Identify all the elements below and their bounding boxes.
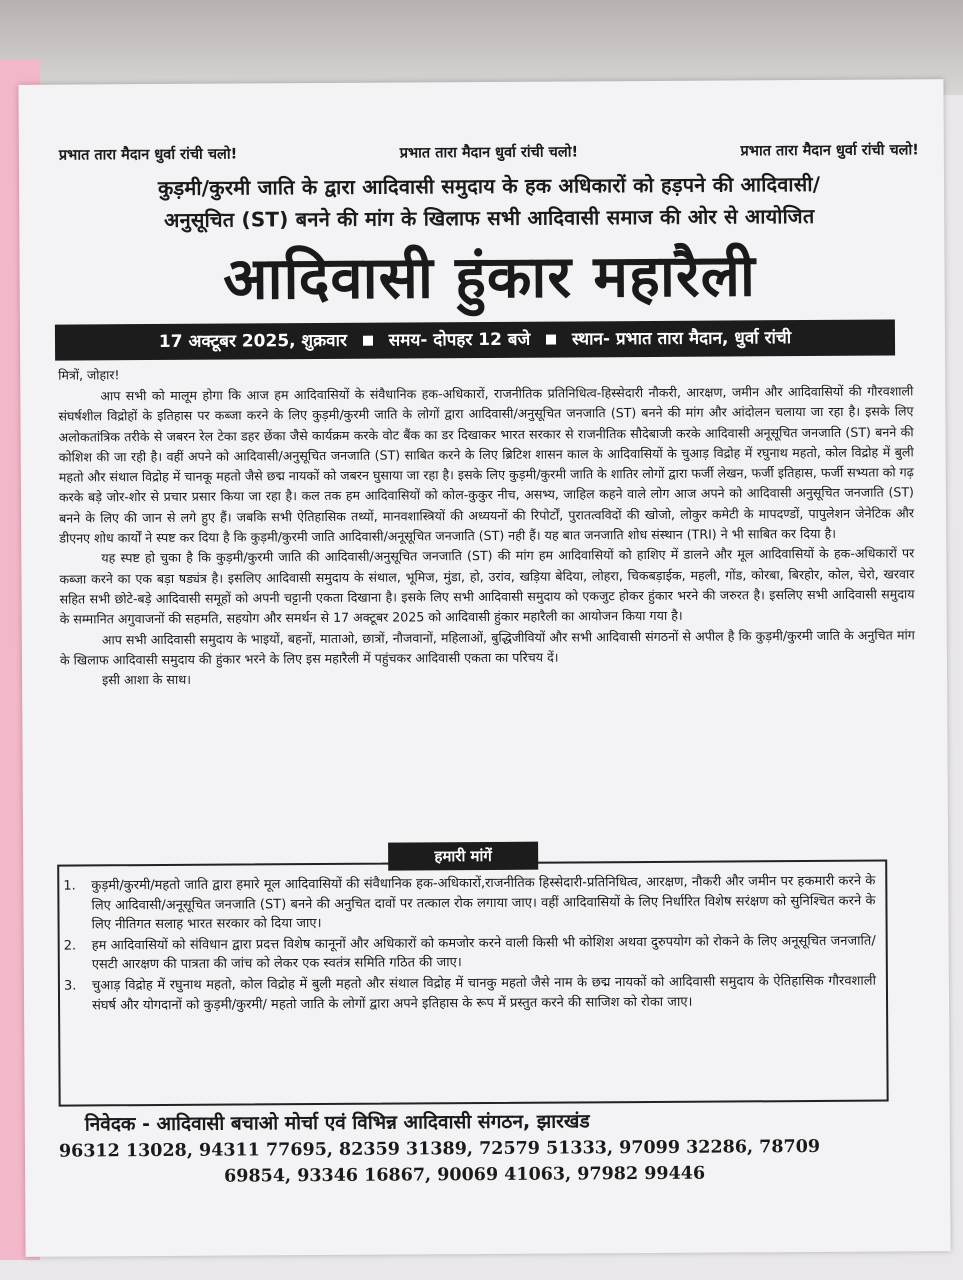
demand-text: हम आदिवासियों को संविधान द्वारा प्रदत्त विशेष कानूनों और अधिकारों को कमजोर करने वाली किसी भी कोशिश अथवा दुरुपयोग को रोकने के लिए अनूसूचित जनजाति/एसटी आरक्षण की पात्रता की जांच को लेकर एक स्वतंत्र समिति गठित की जाए। bbox=[91, 933, 876, 973]
slogan-center: प्रभात तारा मैदान धुर्वा रांची चलो! bbox=[399, 144, 579, 162]
demand-text: कुड़मी/कुरमी/महतो जाति द्वारा हमारे मूल आदिवासियों की संवैधानिक हक-अधिकारों,राजनीतिक हिस्सेदारी-प्रतिनिधित्व, आरक्षण, नौकरी और जमीन पर हकमारी करने के लिए आदिवासी/अनूसूचित जनजाति (ST) बनने की अनुचित दावों पर तत्काल रोक लगाया जाए। वहीं आदिवासियों के लिए निर्धारित विशेष सरंक्षण को सुनिश्चित करने के लिए नीतिगत सलाह भारत सरकार को दिया जाए। bbox=[91, 873, 876, 933]
phones-line-2: 69854, 93346 16867, 90069 41063, 97982 99446 bbox=[224, 1163, 706, 1187]
event-venue: स्थान- प्रभात तारा मैदान, धुर्वा रांची bbox=[571, 328, 792, 350]
phones-line-1: 96312 13028, 94311 77695, 82359 31389, 72579 51333, 97099 32286, 78709 bbox=[58, 1136, 821, 1162]
demand-number: 2. bbox=[63, 938, 77, 954]
demand-number: 1. bbox=[63, 878, 76, 894]
paragraph-1: आप सभी को मालूम होगा कि आज हम आदिवासियों के संवैधानिक हक-अधिकारों, राजनीतिक प्रतिनिधित्व-हिस्सेदारी नौकरी, आरक्षण, जमीन और आदिवासियों की गौरवशाली संघर्षशील विद्रोहों के इतिहास पर कब्जा करने के लिए कुड़मी/कुरमी जाति के लोगों द्वारा आदिवासी/अनुसूचित जनजाति (ST) बनने की मांग और आंदोलन चलाया जा रहा है। इसके लिए अलोकतांत्रिक तरीके से जबरन रेल टेका डहर छेंका जैसे कार्यक्रम करके वोट बैंक का डर दिखाकर भारत सरकार से राजनीतिक सौदेबाजी करके आदिवासी अनूसूचित जनजाति (ST) बनने की कोशिश की जा रही है। वहीं अपने को आदिवासी/अनुसूचित जनजाति (ST) साबित करने के लिए ब्रिटिश शासन काल के आदिवासियों के चुआड़ विद्रोह में रघुनाथ महतो, कोल विद्रोह में बुली महतो और संथाल विद्रोह में चानकू महतो जैसे छद्म नायकों को जबरन घुसाया जा रहा है। इसके लिए कुड़मी/कुरमी जाति के शातिर लोगों द्वारा फर्जी लेखन, फर्जी इतिहास, फर्जी सभ्यता को गढ़ करके बड़े जोर-शोर से प्रचार प्रसार किया जा रहा है। कल तक हम आदिवासियों को कोल-कुकुर नीच, असभ्य, जाहिल कहने वाले लोग आज अपने को आदिवासी अनुसूचित जनजाति (ST) बनने के लिए की जान से लगे हुए हैं। जबकि सभी ऐतिहासिक तथ्यों, मानवशास्त्रियों की अध्ययनों की रिपोर्टों, पुरातत्वविदों की खोजो, लोकुर कमेटी के मापदण्डों, पापुलेशन जेनेटिक और डीएनए शोध कार्यों ने स्पष्ट कर दिया है कि कुड़मी/कुरमी जाति आदिवासी/अनूसूचित जनजाति (ST) नही हैं। यह बात जनजाति शोध संस्थान (TRI) ने भी साबित कर दिया है। bbox=[58, 383, 915, 546]
demands-list bbox=[63, 872, 876, 1017]
demand-item bbox=[64, 972, 876, 1016]
slogan-right: प्रभात तारा मैदान धुर्वा रांची चलो! bbox=[740, 142, 919, 160]
closing-line: इसी आशा के साथ। bbox=[102, 671, 192, 688]
event-time: समय- दोपहर 12 बजे bbox=[388, 329, 531, 351]
body-text bbox=[58, 381, 915, 691]
demand-number: 3. bbox=[63, 978, 77, 994]
event-date: 17 अक्टूबर 2025, शुक्रवार bbox=[158, 330, 347, 352]
demand-item bbox=[64, 931, 876, 975]
square-bullet-icon bbox=[546, 334, 556, 344]
poster-sheet bbox=[18, 79, 950, 1257]
paragraph-2: यह स्पष्ट हो चुका है कि कुड़मी/कुरमी जाति की आदिवासी/अनुसूचित जनजाति (ST) की मांग हम आदिवासियों को हाशिए में डालने और मूल आदिवासियों के हक-अधिकारों पर कब्जा करने का एक बड़ा षड्यंत्र है। इसलिए आदिवासी समुदाय के संथाल, भूमिज, मुंडा, हो, उरांव, खड़िया बेदिया, लोहरा, चिकबड़ाईक, महली, गोंड, कोरबा, बिरहोर, कोल, चेरो, खरवार सहित सभी छोटे-बड़े आदिवासी समूहों को अपनी चट्टानी एकता दिखाना है। इसके लिए सभी आदिवासी समुदाय को एकजुट होकर हुंकार भरने की जरुरत है। इसलिए सभी आदिवासी समुदाय के सम्मानित अगुवाजनों की सहमति, सहयोग और समर्थन से 17 अक्टूबर 2025 को आदिवासी हुंकार महारैली का आयोजन किया गया है। bbox=[59, 545, 915, 627]
slogan-row bbox=[59, 139, 919, 166]
subheading-line-2: अनुसूचित (ST) बनने की मांग के खिलाफ सभी आदिवासी समाज की ओर से आयोजित bbox=[164, 203, 815, 232]
demands-heading: हमारी मांगें bbox=[388, 842, 538, 871]
organizer-line: निवेदक - आदिवासी बचाओ मोर्चा एवं विभिन्न आदिवासी संगठन, झारखंड bbox=[84, 1110, 590, 1136]
greeting: मित्रों, जोहार! bbox=[58, 367, 120, 383]
contact-numbers bbox=[59, 1133, 909, 1190]
subheading-line-1: कुड़मी/कुरमी जाति के द्वारा आदिवासी समुदाय के हक अधिकारों को हड़पने की आदिवासी/ bbox=[157, 171, 821, 200]
demand-item bbox=[63, 872, 875, 936]
square-bullet-icon bbox=[363, 335, 373, 345]
poster-title: आदिवासी हुंकार महारैली bbox=[223, 241, 757, 313]
slogan-left: प्रभात तारा मैदान धुर्वा रांची चलो! bbox=[58, 146, 238, 164]
demand-text: चुआड़ विद्रोह में रघुनाथ महतो, कोल विद्रोह में बुली महतो और संथाल विद्रोह में चानकु महतो जैसे नाम के छद्म नायकों को आदिवासी समुदाय के ऐतिहासिक गौरवशाली संघर्ष और योगदानों को कुड़मी/कुरमी/ महतो जाति के लोगों द्वारा अपने इतिहास के रूप में प्रस्तुत करने की साजिश को रोका जाए। bbox=[91, 973, 876, 1013]
event-info-bar bbox=[55, 319, 895, 360]
paragraph-3: आप सभी आदिवासी समुदाय के भाइयों, बहनों, माताओ, छात्रों, नौजवानों, महिलाओं, बुद्धिजीवियों और सभी आदिवासी संगठनों से अपील है कि कुड़मी/कुरमी जाति के अनुचित मांग के खिलाफ आदिवासी समुदाय की हुंकार भरने के लिए इस महारैली में पहुंचकर आदिवासी एकता का परिचय दें। bbox=[59, 626, 915, 668]
